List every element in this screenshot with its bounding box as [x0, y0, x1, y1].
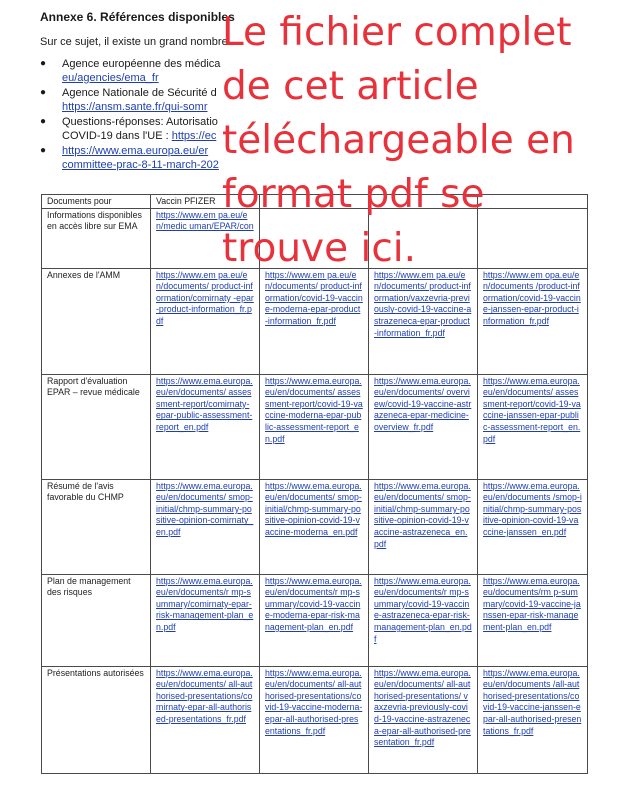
row-label: Résumé de l'avis favorable du CHMP — [42, 479, 151, 574]
overlay-line: Le fichier complet — [222, 10, 572, 55]
table-row — [42, 574, 588, 666]
doc-link[interactable]: https://www.ema.europa.eu/en/documents /smop-initial/chmp-summary-positive-opinion-covid-19-vaccine-janssen_en.pdf — [483, 480, 582, 537]
bullet-icon: ● — [40, 87, 47, 98]
doc-link[interactable]: https://www.ema.europa.eu/en/documents /all-authorised-presentations/covid-19-vaccine-janssen-epar-all-authorised-presentations_fr.pdf — [483, 667, 582, 736]
row-label: Annexes de l'AMM — [42, 268, 151, 374]
annex-heading: Annexe 6. Références disponibles — [40, 10, 235, 24]
doc-link[interactable]: https://www.ema.europa.eu/en/documents/ overview/covid-19-vaccine-astrazeneca-epar-medicine-overview_fr.pdf — [374, 375, 472, 432]
table-cell — [151, 574, 260, 666]
doc-link[interactable]: https://www.ema.europa.eu/en/documents/ smop-initial/chmp-summary-positive-opinion-comirnaty_en.pdf — [156, 480, 254, 537]
reference-text-2: COVID-19 dans l'UE : — [62, 130, 172, 142]
table-cell — [260, 374, 369, 479]
doc-link[interactable]: https://www.em pa.eu/en/documents/ product-information/vaxzevria-previously-covid-19-vaccine-astrazeneca-epar-product-information_fr.pdf — [374, 269, 472, 338]
overlay-line: téléchargeable en — [222, 118, 575, 163]
doc-link[interactable]: https://www.ema.europa.eu/en/documents/ all-authorised-presentations/comirnaty-epar-all-authorised-presentations_fr.pdf — [156, 667, 253, 724]
doc-link[interactable]: https://www.ema.europa.eu/en/documents/ all-authorised-presentations/ vaxzevria-previously-covid-19-vaccine-astrazeneca-epar-all-authorised-presentation_fr.pdf — [374, 667, 471, 748]
reference-link[interactable]: eu/agencies/ema_fr — [62, 72, 159, 84]
table-cell — [151, 268, 260, 374]
overlay-line: format pdf se — [222, 172, 485, 217]
table-cell — [151, 374, 260, 479]
table-cell — [478, 268, 588, 374]
doc-link[interactable]: https://www.ema.europa.eu/en/documents/r mp-summary/covid-19-vaccine-astrazeneca-epar-risk-management-plan_en.pdf — [374, 575, 472, 644]
table-cell — [260, 268, 369, 374]
download-overlay-text[interactable] — [222, 6, 617, 276]
table-cell — [478, 666, 588, 773]
table-cell — [478, 374, 588, 479]
references-table — [41, 194, 588, 774]
table-cell — [369, 268, 478, 374]
reference-text: Agence européenne des médica — [62, 58, 221, 70]
table-cell — [260, 574, 369, 666]
header-pfizer: Vaccin PFIZER — [151, 195, 260, 209]
table-cell — [369, 479, 478, 574]
reference-text: Questions-réponses: Autorisatio — [62, 116, 218, 128]
doc-link[interactable]: https://www.em opa.eu/en/documents /product-information/covid-19-vaccine-janssen-epar-product-information_fr.pdf — [483, 269, 581, 326]
table-cell — [369, 374, 478, 479]
row-label: Informations disponibles en accès libre sur EMA — [42, 208, 151, 268]
reference-list — [40, 57, 240, 173]
reference-item — [40, 144, 240, 172]
doc-link[interactable]: https://www.ema.europa.eu/en/documents/ assessment-report/comirnaty-epar-public-assessment-report_en.pdf — [156, 375, 253, 432]
row-label: Rapport d'évaluation EPAR – revue médicale — [42, 374, 151, 479]
header-documents: Documents pour — [42, 195, 151, 209]
table-row — [42, 666, 588, 773]
table-cell — [260, 479, 369, 574]
reference-link-2[interactable]: committee-prac-8-11-march-202 — [62, 159, 219, 171]
row-label: Présentations autorisées — [42, 666, 151, 773]
doc-link[interactable]: https://www.ema.europa.eu/documents/rm p-summary/covid-19-vaccine-janssen-epar-risk-management-plan_en.pdf — [483, 575, 581, 632]
reference-item — [40, 115, 240, 143]
intro-text: Sur ce sujet, il existe un grand nombre — [40, 36, 228, 48]
doc-link[interactable]: https://www.ema.europa.eu/en/documents/ smop-initial/chmp-summary-positive-opinion-covid-19-vaccine-moderna_en.pdf — [265, 480, 362, 537]
table-cell — [369, 574, 478, 666]
table-cell — [260, 666, 369, 773]
row-label: Plan de management des risques — [42, 574, 151, 666]
table-row — [42, 268, 588, 374]
reference-item — [40, 86, 240, 114]
table-cell — [369, 666, 478, 773]
doc-link[interactable]: https://www.ema.europa.eu/en/documents/ assessment-report/covid-19-vaccine-janssen-epar-public-assessment-report_en.pdf — [483, 375, 581, 444]
reference-link[interactable]: https://ansm.sante.fr/qui-somr — [62, 101, 208, 113]
doc-link[interactable]: https://www.em pa.eu/en/documents/ product-information/covid-19-vaccine-moderna-epar-product-information_fr.pdf — [265, 269, 363, 326]
doc-link[interactable]: https://www.em pa.eu/en/medic uman/EPAR/con — [156, 209, 254, 232]
overlay-line: trouve ici. — [222, 226, 417, 271]
doc-link[interactable]: https://www.ema.europa.eu/en/documents/ all-authorised-presentations/covid-19-vaccine-moderna-epar-all-authorised-presentations_fr.pdf — [265, 667, 363, 736]
table-cell — [478, 479, 588, 574]
doc-link[interactable]: https://www.ema.europa.eu/en/documents/r mp-summary/comirnaty-epar-risk-management-plan_en.pdf — [156, 575, 254, 632]
doc-link[interactable]: https://www.ema.europa.eu/en/documents/ assessment-report/covid-19-vaccine-moderna-epar-public-assessment-report_en.pdf — [265, 375, 363, 444]
reference-item — [40, 57, 240, 85]
doc-link[interactable]: https://www.ema.europa.eu/en/documents/ smop-initial/chmp-summary-positive-opinion-covid-19-vaccine-astrazeneca_en.pdf — [374, 480, 471, 549]
table-row — [42, 374, 588, 479]
overlay-line: de cet article — [222, 64, 479, 109]
bullet-icon: ● — [40, 58, 47, 69]
table-cell — [151, 666, 260, 773]
reference-text: Agence Nationale de Sécurité d — [62, 87, 217, 99]
bullet-icon: ● — [40, 116, 47, 127]
bullet-icon: ● — [40, 145, 47, 156]
table-cell — [151, 479, 260, 574]
doc-link[interactable]: https://www.ema.europa.eu/en/documents/r mp-summary/covid-19-vaccine-moderna-epar-risk-management-plan_en.pdf — [265, 575, 362, 632]
table-row — [42, 479, 588, 574]
doc-link[interactable]: https://www.em pa.eu/en/documents/ product-information/comirnaty -epar-product-information_fr.pdf — [156, 269, 254, 326]
reference-link[interactable]: https://www.ema.europa.eu/er — [62, 145, 209, 157]
reference-link[interactable]: https://ec — [171, 130, 217, 142]
table-cell — [478, 574, 588, 666]
